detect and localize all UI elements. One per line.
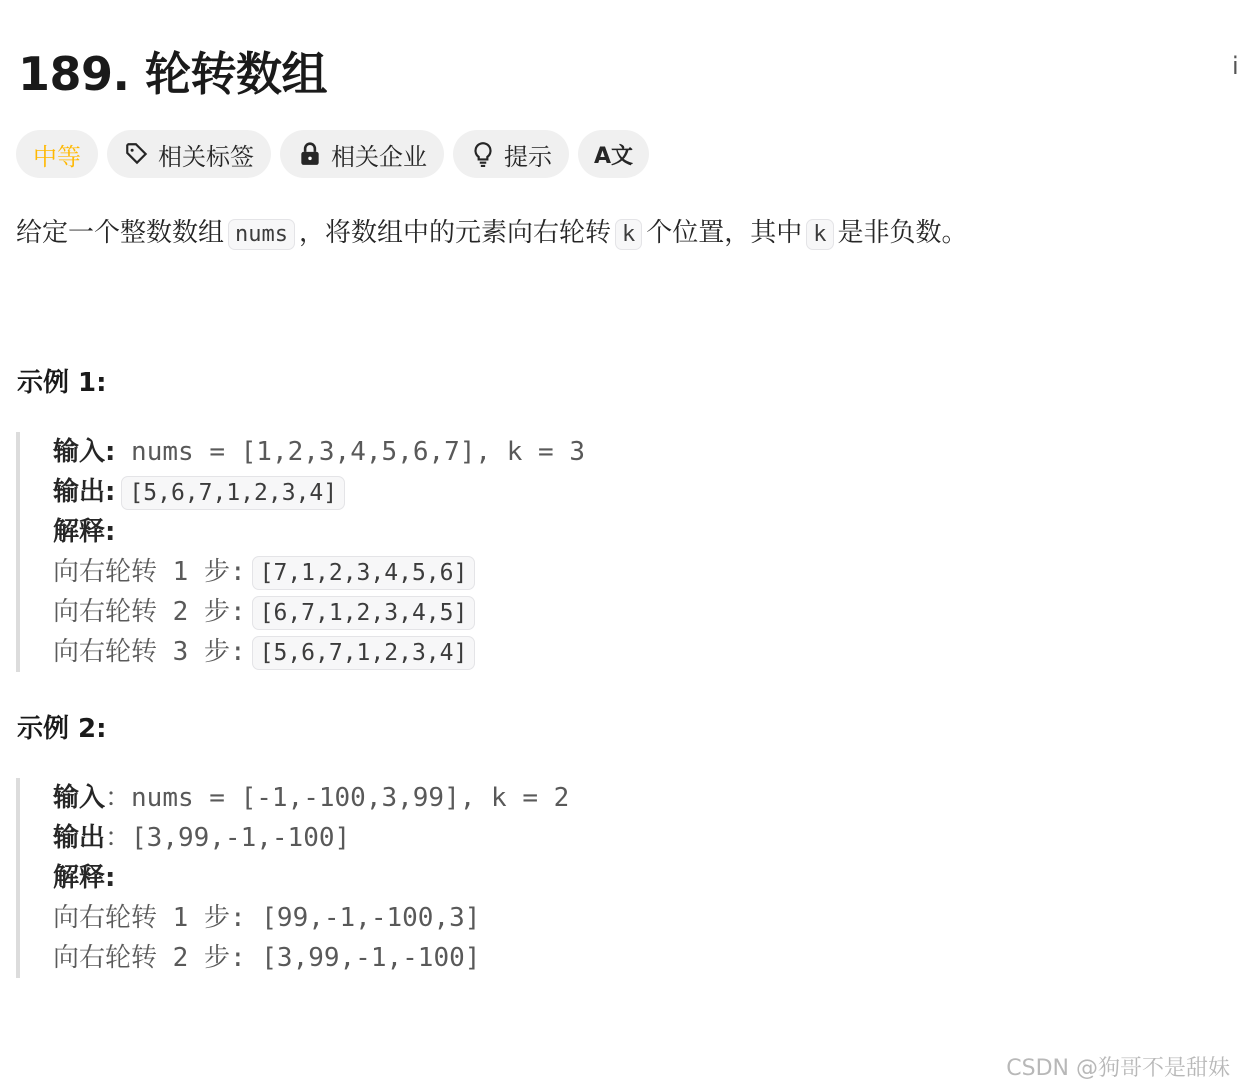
output-value: ：[3,99,-1,-100]	[105, 823, 351, 853]
desc-text-4: 是非负数。	[837, 218, 968, 248]
desc-text-3: 个位置，其中	[646, 218, 803, 248]
lightbulb-icon	[470, 141, 496, 167]
step-text: 向右轮转 1 步: [99,-1,-100,3]	[53, 903, 481, 933]
example-2-input	[53, 778, 916, 818]
example-1-input	[53, 432, 916, 472]
example-1-block	[16, 432, 916, 672]
output-value: [5,6,7,1,2,3,4]	[121, 476, 345, 510]
example-1-step	[53, 552, 916, 592]
lock-icon	[297, 141, 323, 167]
related-tags-label: 相关标签	[158, 142, 254, 171]
cut-off-icon: i	[1232, 52, 1239, 80]
related-companies-button[interactable]	[280, 130, 444, 178]
problem-description	[16, 212, 968, 256]
example-1-output	[53, 472, 916, 512]
example-1-title: 示例 1:	[17, 368, 107, 398]
output-label: 输出:	[53, 477, 116, 507]
example-1-step	[53, 592, 916, 632]
hint-label: 提示	[504, 142, 552, 171]
desc-text-1: 给定一个整数数组	[16, 218, 225, 248]
step-text: 向右轮转 2 步:	[53, 597, 246, 627]
step-text: 向右轮转 1 步:	[53, 557, 246, 587]
input-label: 输入:	[53, 437, 116, 467]
hint-button[interactable]	[453, 130, 569, 178]
watermark: CSDN @狗哥不是甜妹	[1006, 1056, 1230, 1081]
difficulty-label: 中等	[33, 142, 81, 171]
example-2-block	[16, 778, 916, 978]
explain-label: 解释:	[53, 517, 116, 547]
translate-button[interactable]	[578, 130, 649, 178]
step-value: [5,6,7,1,2,3,4]	[252, 636, 476, 670]
related-tags-button[interactable]	[107, 130, 271, 178]
input-label: 输入	[53, 783, 106, 813]
code-k-2: k	[806, 219, 833, 250]
example-2-output	[53, 818, 916, 858]
input-value: ：nums = [-1,-100,3,99], k = 2	[105, 783, 570, 813]
step-text: 向右轮转 2 步: [3,99,-1,-100]	[53, 943, 481, 973]
tag-row	[16, 130, 649, 178]
step-text: 向右轮转 3 步:	[53, 637, 246, 667]
problem-title: 189. 轮转数组	[18, 47, 328, 101]
tag-icon	[124, 141, 150, 167]
example-2-explain	[53, 858, 916, 898]
example-1-step	[53, 632, 916, 672]
code-nums: nums	[228, 219, 295, 250]
example-2-step	[53, 938, 916, 978]
example-2-step	[53, 898, 916, 938]
translate-icon: A文	[594, 143, 634, 169]
code-k: k	[615, 219, 642, 250]
step-value: [7,1,2,3,4,5,6]	[252, 556, 476, 590]
related-companies-label: 相关企业	[331, 142, 427, 171]
input-value: nums = [1,2,3,4,5,6,7], k = 3	[115, 437, 586, 467]
desc-text-2: ，将数组中的元素向右轮转	[299, 218, 612, 248]
explain-label: 解释:	[53, 863, 116, 893]
difficulty-badge[interactable]	[16, 130, 98, 178]
example-2-title: 示例 2:	[17, 714, 107, 744]
step-value: [6,7,1,2,3,4,5]	[252, 596, 476, 630]
example-1-explain	[53, 512, 916, 552]
output-label: 输出	[53, 823, 106, 853]
